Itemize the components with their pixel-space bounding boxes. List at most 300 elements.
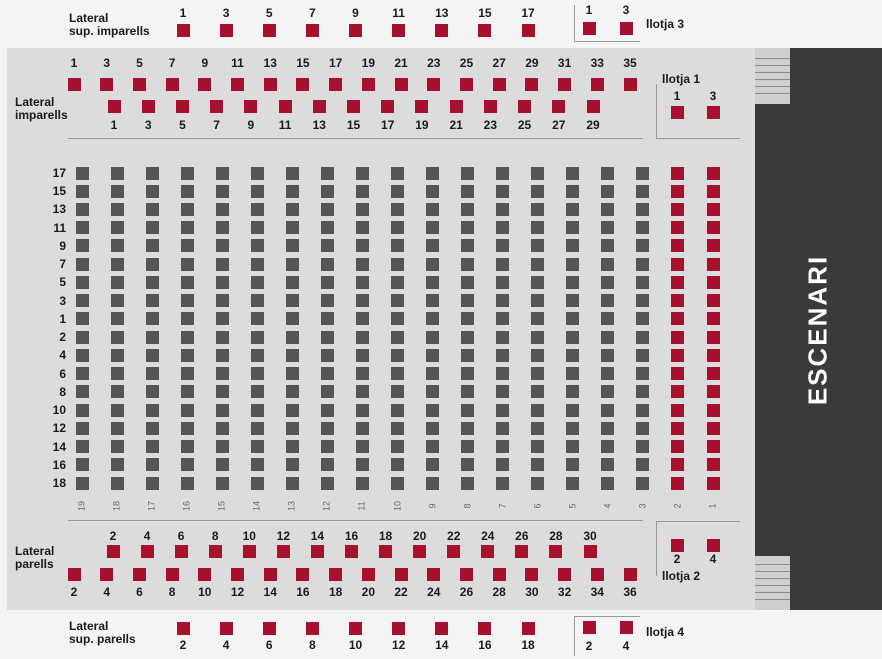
seat-platea [496, 367, 509, 380]
seat-llotja-2[interactable] [671, 539, 684, 552]
seat-platea [496, 167, 509, 180]
seat-lateral-sup-parells[interactable] [392, 622, 405, 635]
seat-lateral-sup-imparells[interactable] [349, 24, 362, 37]
seat-platea [496, 404, 509, 417]
seat-platea [76, 167, 89, 180]
seat-platea [356, 349, 369, 362]
seat-platea [76, 477, 89, 490]
seat-platea[interactable] [707, 294, 720, 307]
seat-platea[interactable] [671, 276, 684, 289]
seat-number: 9 [352, 6, 359, 20]
seat-lateral-imparells[interactable] [198, 78, 211, 91]
seat-platea[interactable] [671, 458, 684, 471]
seat-platea [461, 440, 474, 453]
seat-platea [181, 385, 194, 398]
seat-platea [181, 458, 194, 471]
seat-lateral-parells[interactable] [345, 545, 358, 558]
seat-lateral-imparells[interactable] [100, 78, 113, 91]
seat-number: 15 [296, 56, 310, 70]
seat-number: 1 [110, 118, 118, 132]
seat-lateral-imparells[interactable] [415, 100, 428, 113]
seat-platea [461, 385, 474, 398]
seat-platea[interactable] [671, 331, 684, 344]
column-number: 6 [532, 503, 543, 509]
seat-lateral-parells[interactable] [493, 568, 506, 581]
seat-platea [356, 221, 369, 234]
seat-number: 33 [590, 56, 604, 70]
seat-platea [426, 349, 439, 362]
seat-platea [111, 221, 124, 234]
seat-lateral-parells[interactable] [277, 545, 290, 558]
seat-lateral-imparells[interactable] [68, 78, 81, 91]
seat-platea [496, 276, 509, 289]
seat-platea [111, 422, 124, 435]
seat-number: 4 [103, 585, 111, 599]
seat-platea[interactable] [671, 367, 684, 380]
seat-platea[interactable] [707, 221, 720, 234]
seat-platea[interactable] [707, 404, 720, 417]
seat-lateral-parells[interactable] [584, 545, 597, 558]
seat-platea [321, 404, 334, 417]
seat-platea[interactable] [671, 221, 684, 234]
seat-platea [496, 458, 509, 471]
seat-platea [251, 258, 264, 271]
seat-llotja-3[interactable] [620, 22, 633, 35]
seat-platea [601, 276, 614, 289]
llotja-1-floor [656, 138, 740, 139]
seat-platea [601, 167, 614, 180]
seat-platea[interactable] [707, 276, 720, 289]
seat-lateral-parells[interactable] [175, 545, 188, 558]
seat-platea [426, 422, 439, 435]
seat-lateral-imparells[interactable] [450, 100, 463, 113]
seat-number: 8 [211, 529, 219, 543]
seat-lateral-imparells[interactable] [166, 78, 179, 91]
seat-lateral-parells[interactable] [413, 545, 426, 558]
seat-platea[interactable] [671, 385, 684, 398]
seat-lateral-parells[interactable] [329, 568, 342, 581]
seat-lateral-parells[interactable] [133, 568, 146, 581]
seat-platea [601, 258, 614, 271]
seat-platea [636, 312, 649, 325]
seat-platea [461, 349, 474, 362]
seat-number: 16 [478, 638, 492, 652]
seat-platea[interactable] [671, 258, 684, 271]
seat-number: 21 [449, 118, 463, 132]
seat-platea [566, 312, 579, 325]
seat-lateral-parells[interactable] [515, 545, 528, 558]
seat-platea [111, 203, 124, 216]
seat-lateral-imparells[interactable] [624, 78, 637, 91]
seat-lateral-imparells[interactable] [313, 100, 326, 113]
seat-platea [531, 221, 544, 234]
seat-platea[interactable] [707, 440, 720, 453]
seat-lateral-sup-parells[interactable] [478, 622, 491, 635]
seat-platea[interactable] [671, 294, 684, 307]
seat-number: 2 [673, 552, 681, 566]
seat-llotja-2[interactable] [707, 539, 720, 552]
seat-lateral-imparells[interactable] [587, 100, 600, 113]
seat-lateral-imparells[interactable] [347, 100, 360, 113]
row-number: 18 [52, 476, 66, 490]
seat-platea [601, 422, 614, 435]
seat-number: 3 [103, 56, 111, 70]
seat-number: 2 [585, 639, 593, 653]
seat-lateral-imparells[interactable] [296, 78, 309, 91]
seat-lateral-sup-parells[interactable] [435, 622, 448, 635]
seat-platea [111, 312, 124, 325]
seat-platea [356, 258, 369, 271]
seat-platea [146, 167, 159, 180]
seat-number: 27 [552, 118, 566, 132]
seat-platea [321, 203, 334, 216]
seat-number: 17 [521, 6, 535, 20]
seat-platea [426, 258, 439, 271]
seat-platea [461, 312, 474, 325]
row-number: 15 [52, 184, 66, 199]
seat-platea [146, 349, 159, 362]
seat-platea[interactable] [671, 349, 684, 362]
seat-number: 35 [623, 56, 637, 70]
seat-platea [461, 203, 474, 216]
seat-lateral-imparells[interactable] [231, 78, 244, 91]
seat-platea [286, 258, 299, 271]
seat-lateral-imparells[interactable] [210, 100, 223, 113]
seat-platea[interactable] [707, 185, 720, 198]
seat-lateral-parells[interactable] [311, 545, 324, 558]
seat-lateral-parells[interactable] [166, 568, 179, 581]
seat-platea [216, 239, 229, 252]
seat-platea [111, 258, 124, 271]
seat-platea[interactable] [707, 385, 720, 398]
seat-platea[interactable] [671, 185, 684, 198]
seat-lateral-parells[interactable] [100, 568, 113, 581]
seat-lateral-parells[interactable] [141, 545, 154, 558]
seat-number: 1 [70, 56, 78, 70]
seat-platea [181, 276, 194, 289]
seat-platea [76, 422, 89, 435]
seat-number: 16 [344, 529, 359, 543]
seat-number: 24 [427, 585, 441, 599]
seat-platea [251, 422, 264, 435]
column-number: 10 [392, 500, 402, 512]
seat-lateral-sup-parells[interactable] [349, 622, 362, 635]
seat-platea[interactable] [671, 239, 684, 252]
seat-lateral-sup-parells[interactable] [306, 622, 319, 635]
seat-platea [251, 239, 264, 252]
seat-number: 4 [709, 552, 717, 566]
seat-platea [426, 458, 439, 471]
seat-platea[interactable] [707, 477, 720, 490]
column-number: 5 [567, 503, 578, 509]
seat-llotja-4[interactable] [620, 621, 633, 634]
seat-platea[interactable] [671, 477, 684, 490]
seat-lateral-sup-imparells[interactable] [435, 24, 448, 37]
seat-platea [636, 367, 649, 380]
box-label-llotja-4: llotja 4 [646, 625, 685, 639]
seat-number: 26 [515, 529, 529, 543]
seat-platea [496, 239, 509, 252]
seat-platea [111, 367, 124, 380]
seat-platea [251, 276, 264, 289]
seat-platea [321, 367, 334, 380]
seat-platea [181, 331, 194, 344]
row-number: 11 [53, 220, 66, 235]
row-number: 8 [59, 384, 66, 399]
seat-lateral-sup-imparells[interactable] [478, 24, 491, 37]
seat-platea [146, 367, 159, 380]
seat-platea [321, 221, 334, 234]
seat-platea [321, 167, 334, 180]
seat-platea [181, 185, 194, 198]
seat-lateral-parells[interactable] [549, 545, 562, 558]
seat-platea [356, 203, 369, 216]
seat-platea [251, 331, 264, 344]
seat-lateral-parells[interactable] [624, 568, 637, 581]
seat-number: 3 [622, 3, 630, 17]
seat-platea[interactable] [671, 422, 684, 435]
seat-platea [531, 239, 544, 252]
seat-platea [216, 331, 229, 344]
seat-lateral-imparells[interactable] [493, 78, 506, 91]
seat-platea [426, 367, 439, 380]
seat-platea[interactable] [707, 367, 720, 380]
seat-lateral-imparells[interactable] [362, 78, 375, 91]
seat-platea [391, 477, 404, 490]
seat-lateral-imparells[interactable] [244, 100, 257, 113]
seat-lateral-imparells[interactable] [264, 78, 277, 91]
seat-lateral-sup-imparells[interactable] [177, 24, 190, 37]
seat-lateral-parells[interactable] [591, 568, 604, 581]
seat-platea[interactable] [671, 404, 684, 417]
row-number: 14 [52, 439, 66, 454]
seat-lateral-imparells[interactable] [525, 78, 538, 91]
seat-number: 28 [549, 529, 563, 543]
seat-platea [601, 221, 614, 234]
seat-platea[interactable] [671, 440, 684, 453]
seat-number: 18 [521, 638, 535, 652]
seat-platea[interactable] [671, 203, 684, 216]
seat-platea [356, 294, 369, 307]
divider-top [68, 138, 643, 139]
seat-platea [391, 167, 404, 180]
seat-number: 18 [378, 529, 393, 543]
row-number: 10 [52, 403, 66, 418]
seat-lateral-sup-imparells[interactable] [263, 24, 276, 37]
seat-platea [426, 167, 439, 180]
seat-platea [111, 385, 124, 398]
seat-platea [216, 203, 229, 216]
seat-lateral-parells[interactable] [209, 545, 222, 558]
seat-lateral-parells[interactable] [427, 568, 440, 581]
divider-bottom [68, 520, 643, 521]
seat-platea [566, 458, 579, 471]
seat-platea [181, 221, 194, 234]
stage-steps-bottom [755, 556, 790, 610]
seat-platea [636, 185, 649, 198]
seat-platea[interactable] [707, 167, 720, 180]
seat-lateral-parells[interactable] [558, 568, 571, 581]
seat-platea [391, 221, 404, 234]
seat-platea [601, 331, 614, 344]
seat-platea [426, 312, 439, 325]
seat-lateral-parells[interactable] [447, 545, 460, 558]
seat-lateral-imparells[interactable] [329, 78, 342, 91]
seat-platea[interactable] [707, 422, 720, 435]
seat-platea [286, 404, 299, 417]
seat-lateral-imparells[interactable] [395, 78, 408, 91]
seat-platea [181, 422, 194, 435]
seat-lateral-imparells[interactable] [591, 78, 604, 91]
seat-platea [426, 221, 439, 234]
seat-platea [251, 221, 264, 234]
seat-number: 13 [312, 118, 326, 132]
seat-number: 25 [517, 118, 532, 132]
seat-lateral-imparells[interactable] [381, 100, 394, 113]
column-number: 18 [111, 500, 122, 512]
seat-lateral-imparells[interactable] [279, 100, 292, 113]
seat-platea [76, 203, 89, 216]
seat-lateral-imparells[interactable] [133, 78, 146, 91]
seat-number: 2 [70, 585, 78, 599]
seat-platea[interactable] [671, 167, 684, 180]
seat-number: 3 [144, 118, 152, 132]
seat-platea [216, 367, 229, 380]
seat-lateral-imparells[interactable] [108, 100, 121, 113]
seat-lateral-imparells[interactable] [558, 78, 571, 91]
seat-platea [146, 404, 159, 417]
column-number: 2 [672, 503, 683, 509]
seat-lateral-imparells[interactable] [176, 100, 189, 113]
seat-lateral-parells[interactable] [362, 568, 375, 581]
seat-platea [531, 458, 544, 471]
seat-platea [146, 312, 159, 325]
llotja-4-ceiling [574, 616, 640, 617]
seat-platea [216, 349, 229, 362]
seat-platea[interactable] [707, 258, 720, 271]
seat-platea [146, 276, 159, 289]
seat-number: 9 [247, 118, 255, 132]
seat-platea [636, 167, 649, 180]
seat-platea[interactable] [707, 458, 720, 471]
seat-lateral-parells[interactable] [525, 568, 538, 581]
seat-lateral-imparells[interactable] [460, 78, 473, 91]
seat-platea [146, 221, 159, 234]
seat-lateral-parells[interactable] [379, 545, 392, 558]
seat-platea [286, 458, 299, 471]
seat-platea [636, 221, 649, 234]
seat-lateral-parells[interactable] [296, 568, 309, 581]
seat-platea [566, 276, 579, 289]
seat-lateral-sup-imparells[interactable] [220, 24, 233, 37]
seat-lateral-imparells[interactable] [552, 100, 565, 113]
seat-lateral-parells[interactable] [395, 568, 408, 581]
seat-platea [146, 385, 159, 398]
seat-lateral-sup-parells[interactable] [220, 622, 233, 635]
seat-lateral-parells[interactable] [481, 545, 494, 558]
seat-platea [321, 294, 334, 307]
seat-number: 19 [361, 56, 376, 70]
seat-platea [531, 385, 544, 398]
seat-number: 12 [391, 638, 406, 652]
seat-number: 30 [525, 585, 539, 599]
row-number: 4 [59, 348, 66, 363]
seat-platea [496, 185, 509, 198]
seat-lateral-imparells[interactable] [427, 78, 440, 91]
seat-number: 23 [483, 118, 498, 132]
seat-platea [461, 221, 474, 234]
seat-platea [496, 258, 509, 271]
seat-platea [636, 239, 649, 252]
seat-number: 10 [198, 585, 212, 599]
seat-platea [76, 258, 89, 271]
seat-lateral-parells[interactable] [198, 568, 211, 581]
seat-lateral-sup-imparells[interactable] [392, 24, 405, 37]
seat-lateral-parells[interactable] [231, 568, 244, 581]
seat-number: 2 [179, 638, 187, 652]
seat-lateral-sup-parells[interactable] [522, 622, 535, 635]
seat-platea [391, 458, 404, 471]
seat-platea [496, 422, 509, 435]
seat-platea [356, 440, 369, 453]
seat-lateral-imparells[interactable] [518, 100, 531, 113]
seat-lateral-sup-imparells[interactable] [306, 24, 319, 37]
seat-platea [181, 349, 194, 362]
seat-lateral-parells[interactable] [68, 568, 81, 581]
seat-number: 8 [168, 585, 176, 599]
seat-platea [391, 422, 404, 435]
seat-lateral-parells[interactable] [243, 545, 256, 558]
seat-platea [601, 440, 614, 453]
column-number: 17 [146, 500, 157, 512]
seat-platea [286, 185, 299, 198]
seat-number: 22 [447, 529, 461, 543]
seat-platea [566, 367, 579, 380]
seat-lateral-sup-imparells[interactable] [522, 24, 535, 37]
seat-platea [566, 422, 579, 435]
seat-lateral-imparells[interactable] [484, 100, 497, 113]
seat-platea [76, 239, 89, 252]
seat-platea [76, 404, 89, 417]
seat-llotja-3[interactable] [583, 22, 596, 35]
seat-lateral-parells[interactable] [264, 568, 277, 581]
seat-number: 12 [230, 585, 245, 599]
seat-platea [321, 276, 334, 289]
seat-llotja-1[interactable] [671, 106, 684, 119]
seat-platea [356, 239, 369, 252]
seat-llotja-4[interactable] [583, 621, 596, 634]
seat-platea[interactable] [707, 312, 720, 325]
seat-platea [426, 331, 439, 344]
seat-number: 5 [179, 118, 186, 132]
seat-platea[interactable] [707, 331, 720, 344]
seat-llotja-1[interactable] [707, 106, 720, 119]
box-label-llotja-3: llotja 3 [646, 17, 685, 31]
seat-number: 5 [265, 6, 273, 20]
seat-lateral-parells[interactable] [460, 568, 473, 581]
seat-lateral-sup-parells[interactable] [263, 622, 276, 635]
seat-platea [636, 404, 649, 417]
seat-lateral-sup-parells[interactable] [177, 622, 190, 635]
seat-platea [216, 458, 229, 471]
seat-lateral-imparells[interactable] [142, 100, 155, 113]
seat-platea[interactable] [671, 312, 684, 325]
seat-platea [461, 294, 474, 307]
seat-platea[interactable] [707, 239, 720, 252]
seat-platea[interactable] [707, 203, 720, 216]
seat-platea[interactable] [707, 349, 720, 362]
seat-lateral-parells[interactable] [107, 545, 120, 558]
